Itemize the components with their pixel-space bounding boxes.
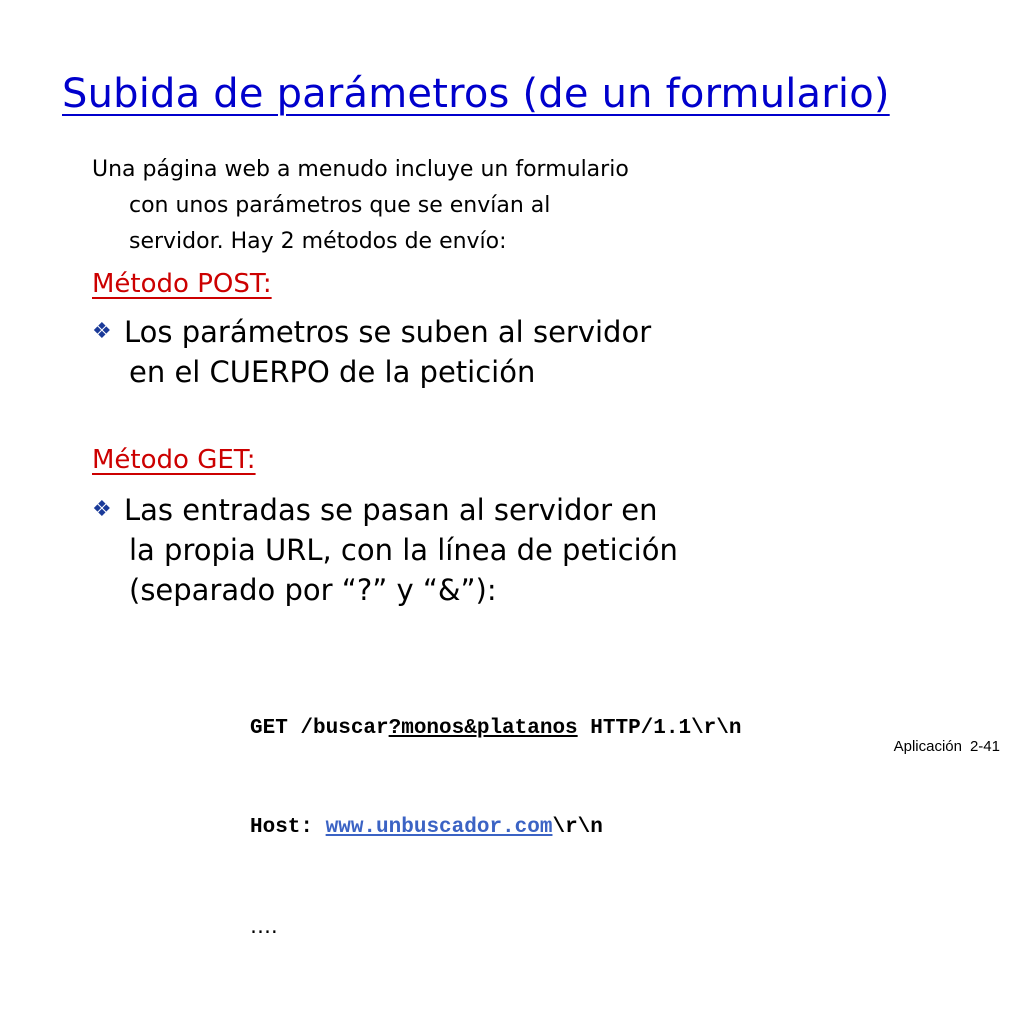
host-header-name: Host:: [250, 816, 326, 839]
host-line-terminator: \r\n: [552, 816, 603, 839]
http-request-example: [250, 646, 741, 1009]
footer-section: Aplicación: [893, 738, 962, 755]
query-parameters: ?monos&platanos: [388, 717, 578, 740]
post-bullet-line-1: Los parámetros se suben al servidor: [124, 315, 652, 349]
request-line: [250, 712, 741, 745]
host-header-line: [250, 811, 741, 844]
get-bullet-line-2: la propia URL, con la línea de petición: [129, 533, 678, 567]
intro-paragraph: [92, 152, 732, 260]
intro-line-3: servidor. Hay 2 métodos de envío:: [129, 229, 507, 254]
request-version: HTTP/1.1\r\n: [577, 717, 742, 740]
get-method-heading: Método GET:: [92, 445, 256, 475]
request-method-path: GET /buscar: [250, 717, 389, 740]
post-method-heading: Método POST:: [92, 269, 272, 299]
intro-line-2: con unos parámetros que se envían al: [129, 193, 551, 218]
get-bullet-line-3: (separado por “?” y “&”):: [129, 573, 497, 607]
four-diamond-bullet-icon: ❖: [92, 497, 112, 522]
get-bullet-line-1: Las entradas se pasan al servidor en: [124, 493, 658, 527]
slide-footer: [894, 737, 1000, 757]
footer-page-number: 2-41: [969, 738, 1000, 755]
ellipsis-line: ….: [250, 914, 278, 938]
post-bullet-line-2: en el CUERPO de la petición: [129, 355, 536, 389]
intro-line-1: Una página web a menudo incluye un formulario: [92, 157, 629, 182]
four-diamond-bullet-icon: ❖: [92, 319, 112, 344]
slide-title: Subida de parámetros (de un formulario): [62, 71, 890, 117]
get-bullet: [92, 490, 752, 610]
post-bullet: [92, 312, 752, 392]
host-link[interactable]: www.unbuscador.com: [325, 816, 553, 839]
